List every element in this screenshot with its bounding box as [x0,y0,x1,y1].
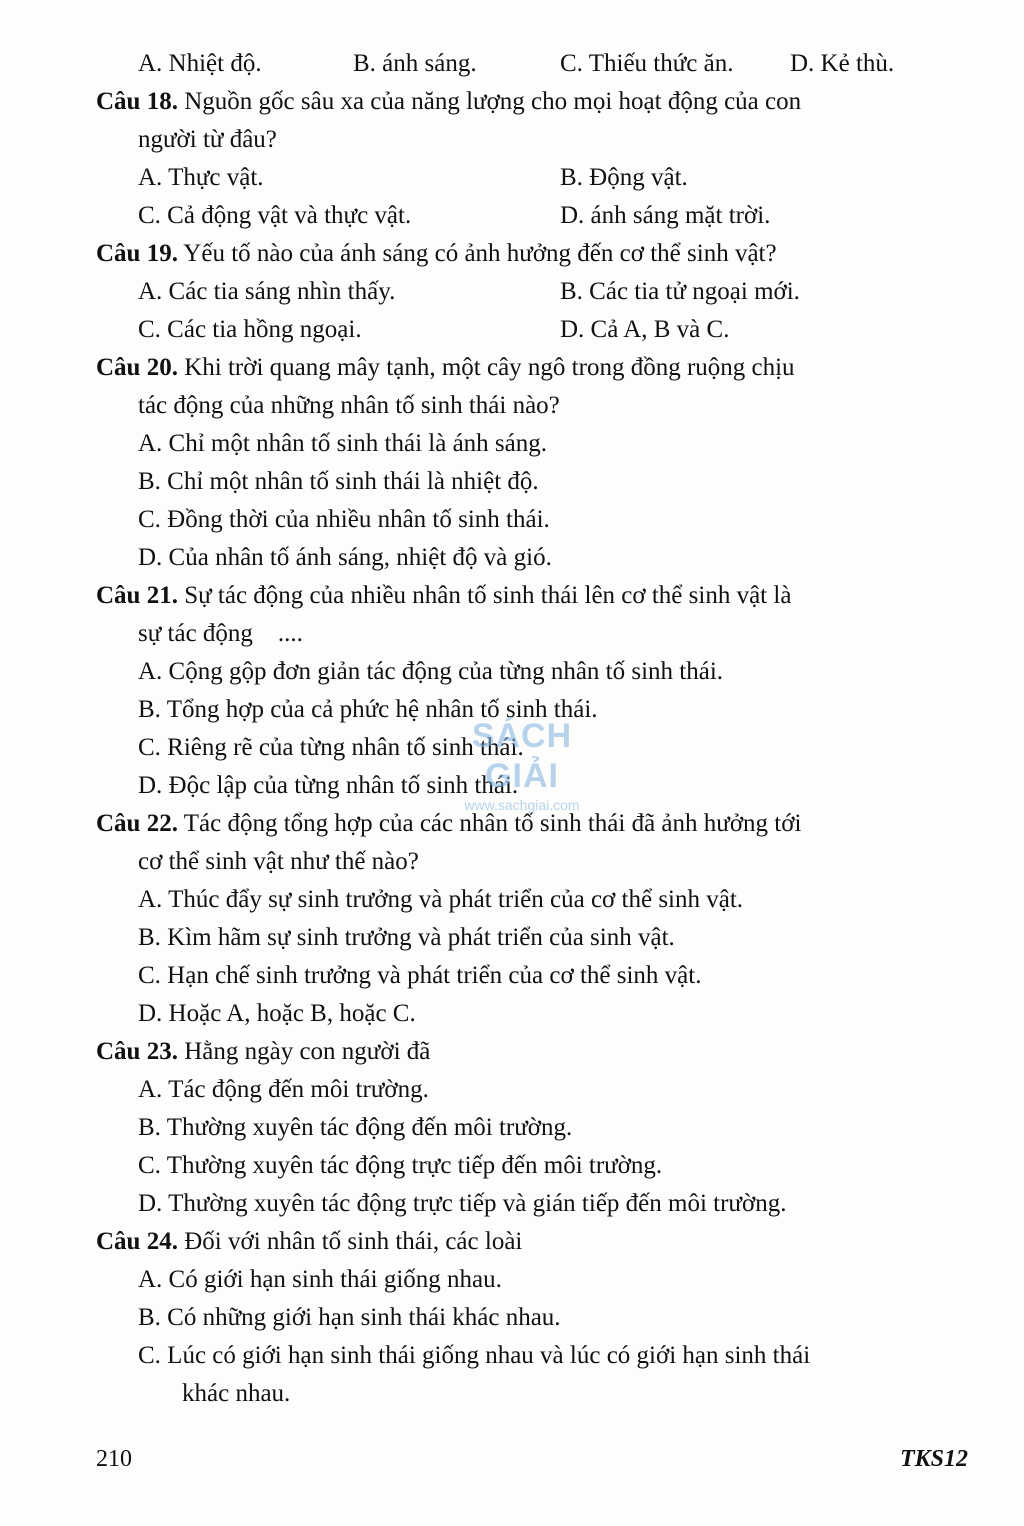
question-number: Câu 23. [96,1038,178,1065]
option-a: A. Cộng gộp đơn giản tác động của từng nhân tố sinh thái. [138,658,724,685]
option-b: B. Thường xuyên tác động đến môi trường. [138,1114,573,1141]
option-d: D. ánh sáng mặt trời. [560,202,771,229]
question-number: Câu 20. [96,354,178,381]
watermark [432,716,612,813]
question-text: Yếu tố nào của ánh sáng có ảnh hưởng đến cơ thể sinh vật? [177,240,777,267]
page-number: 210 [96,1446,132,1472]
question-number: Câu 18. [96,88,178,115]
question-19 [96,238,777,270]
watermark-logo: SÁCH GIẢI [471,717,573,795]
question-text: Sự tác động của nhiều nhân tố sinh thái lên cơ thể sinh vật là [177,582,792,609]
option-c: C. Các tia hồng ngoại. [138,316,362,343]
option-a: A. Thực vật. [138,164,264,191]
option-a: A. Chỉ một nhân tố sinh thái là ánh sáng. [138,430,547,457]
option-d: D. Độc lập của từng nhân tố sinh thái. [138,772,519,799]
option-d: D. Thường xuyên tác động trực tiếp và gián tiếp đến môi trường. [138,1190,787,1217]
question-number: Câu 22. [96,810,178,837]
option-c: C. Hạn chế sinh trưởng và phát triển của cơ thể sinh vật. [138,962,702,989]
question-number: Câu 21. [96,582,178,609]
option-b: B. Tổng hợp của cả phức hệ nhân tố sinh thái. [138,696,598,723]
question-text: Đối với nhân tố sinh thái, các loài [177,1228,523,1255]
option-b: B. Chỉ một nhân tố sinh thái là nhiệt độ. [138,468,539,495]
question-text: Tác động tổng hợp của các nhân tố sinh thái đã ảnh hưởng tới [177,810,802,837]
question-text: Khi trời quang mây tạnh, một cây ngô trong đồng ruộng chịu [177,354,795,381]
option-b: B. Các tia tử ngoại mới. [560,278,800,305]
option-d: D. Của nhân tố ánh sáng, nhiệt độ và gió. [138,544,552,571]
question-20 [96,352,795,384]
question-text-continued: cơ thể sinh vật như thế nào? [138,848,419,875]
question-number: Câu 24. [96,1228,178,1255]
option-c: C. Thường xuyên tác động trực tiếp đến môi trường. [138,1152,663,1179]
question-21 [96,580,791,612]
option-d: D. Kẻ thù. [790,50,895,77]
question-24 [96,1226,522,1258]
option-b: B. Động vật. [560,164,688,191]
option-c: C. Lúc có giới hạn sinh thái giống nhau và lúc có giới hạn sinh thái [138,1342,811,1369]
option-d: D. Cả A, B và C. [560,316,730,343]
option-c: C. Cả động vật và thực vật. [138,202,412,229]
option-c-continued: khác nhau. [182,1380,291,1407]
option-c: C. Riêng rẽ của từng nhân tố sinh thái. [138,734,524,761]
option-a: A. Thúc đẩy sự sinh trưởng và phát triển của cơ thể sinh vật. [138,886,744,913]
question-18 [96,86,801,118]
option-b: B. Có những giới hạn sinh thái khác nhau. [138,1304,561,1331]
book-code: TKS12 [900,1446,969,1472]
option-b: B. ánh sáng. [353,50,477,77]
question-text-continued: sự tác động .... [138,620,303,647]
question-text-continued: người từ đâu? [138,126,277,153]
option-d: D. Hoặc A, hoặc B, hoặc C. [138,1000,416,1027]
watermark-url: www.sachgiai.com [464,797,580,813]
question-text: Hằng ngày con người đã [177,1038,431,1065]
option-a: A. Các tia sáng nhìn thấy. [138,278,396,305]
option-a: A. Nhiệt độ. [138,50,262,77]
option-c: C. Đồng thời của nhiều nhân tố sinh thái. [138,506,550,533]
question-23 [96,1036,430,1068]
question-number: Câu 19. [96,240,178,267]
option-a: A. Có giới hạn sinh thái giống nhau. [138,1266,502,1293]
option-b: B. Kìm hãm sự sinh trưởng và phát triển của sinh vật. [138,924,675,951]
option-a: A. Tác động đến môi trường. [138,1076,429,1103]
option-c: C. Thiếu thức ăn. [560,50,734,77]
question-text: Nguồn gốc sâu xa của năng lượng cho mọi hoạt động của con [177,88,802,115]
question-text-continued: tác động của những nhân tố sinh thái nào? [138,392,560,419]
